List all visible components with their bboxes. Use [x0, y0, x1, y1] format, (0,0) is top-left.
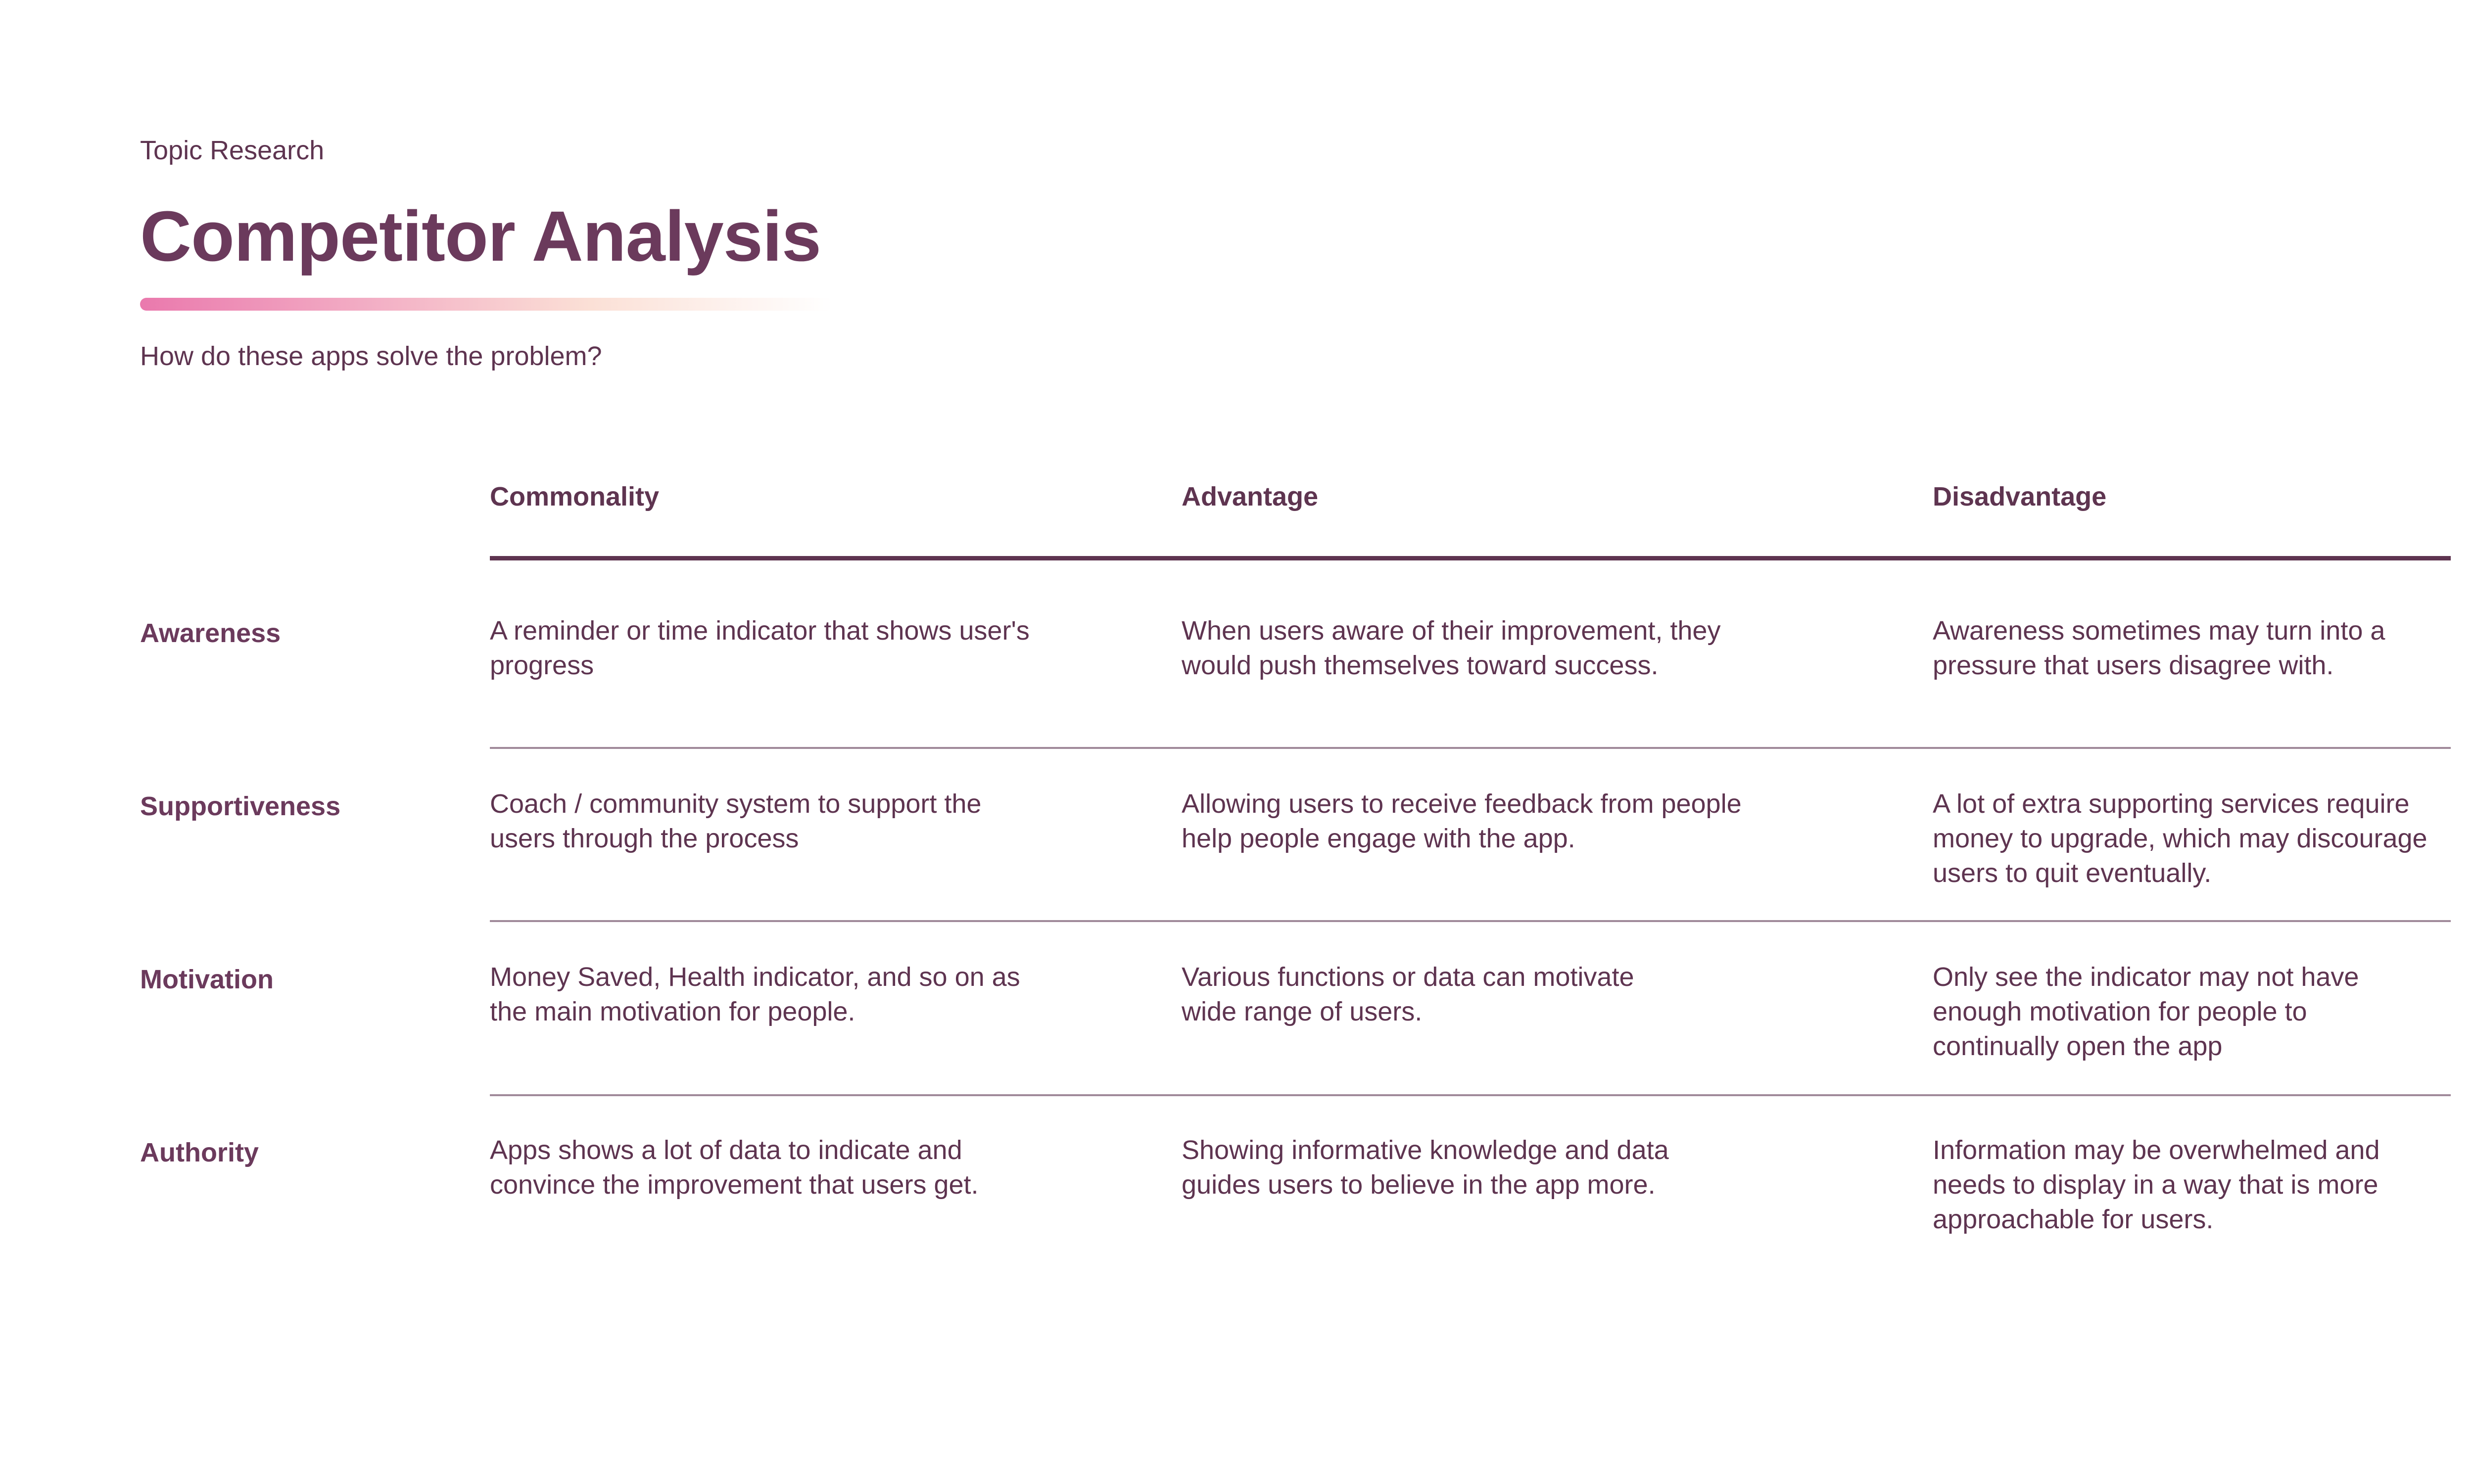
cell-awareness-commonality: A reminder or time indicator that shows user's progress	[490, 616, 1030, 680]
row-label-motivation: Motivation	[140, 965, 274, 994]
row-divider	[490, 1094, 2451, 1096]
column-header-advantage: Advantage	[1182, 482, 1319, 511]
row-label-awareness: Awareness	[140, 618, 281, 648]
section-label: Topic Research	[140, 136, 325, 165]
cell-motivation-advantage: Various functions or data can motivate wide range of users.	[1182, 962, 1634, 1026]
cell-authority-commonality: Apps shows a lot of data to indicate and convince the improvement that users get.	[490, 1135, 979, 1200]
page-title: Competitor Analysis	[140, 196, 821, 276]
row-label-supportiveness: Supportiveness	[140, 791, 341, 821]
cell-supportiveness-commonality: Coach / community system to support the users through the process	[490, 789, 982, 853]
row-divider	[490, 747, 2451, 749]
page-subtitle: How do these apps solve the problem?	[140, 341, 602, 371]
cell-motivation-commonality: Money Saved, Health indicator, and so on as the main motivation for people.	[490, 962, 1020, 1026]
cell-authority-disadvantage: Information may be overwhelmed and needs to display in a way that is more approachable for users.	[1933, 1135, 2380, 1234]
header-divider	[490, 556, 2451, 560]
column-header-disadvantage: Disadvantage	[1933, 482, 2107, 511]
cell-supportiveness-advantage: Allowing users to receive feedback from people help people engage with the app.	[1182, 789, 1742, 853]
cell-authority-advantage: Showing informative knowledge and data guides users to believe in the app more.	[1182, 1135, 1669, 1200]
row-label-authority: Authority	[140, 1138, 259, 1167]
title-underline-gradient	[140, 298, 833, 311]
column-header-commonality: Commonality	[490, 482, 660, 511]
cell-supportiveness-disadvantage: A lot of extra supporting services require money to upgrade, which may discourage users to quit eventually.	[1933, 789, 2427, 888]
cell-awareness-disadvantage: Awareness sometimes may turn into a pressure that users disagree with.	[1933, 616, 2385, 680]
cell-awareness-advantage: When users aware of their improvement, they would push themselves toward success.	[1182, 616, 1721, 680]
row-divider	[490, 920, 2451, 922]
cell-motivation-disadvantage: Only see the indicator may not have enough motivation for people to continually open the app	[1933, 962, 2359, 1061]
